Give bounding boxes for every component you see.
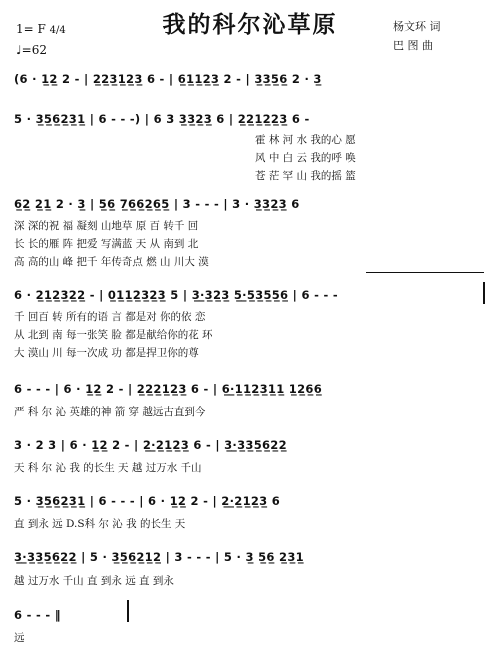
lyric-row-3-verse-2: 长 长的雁 阵 把爱 写满蓝 天 从 南到 北 xyxy=(14,238,199,250)
lyric-row-7: 直 到永 远 D.S科 尔 沁 我 的长生 天 xyxy=(14,518,186,530)
notation-row-1: (6 · 1̲2̲ 2 - | 2̲2̲3̲1̲2̲3̲ 6 - | 6̲1̲1̲2̲3̲ 2 - | 3̲3̲5̲6̲ 2 · 3̲ xyxy=(14,72,322,86)
notation-row-6: 3 · 2 3 | 6 · 1̲2̲ 2 - | 2̲·̲2̲1̲2̲3̲ 6 - | 3̲·̲3̲3̲5̲6̲2̲2̲ xyxy=(14,438,287,452)
notation-row-4: 6 · 2̲1̲2̲3̲2̲2̲ - | 0̲1̲1̲2̲3̲2̲3̲ 5 | 3̲·̲3̲2̲3̲ 5̲·̲5̲3̲5̲5̲6̲ | 6 - - - xyxy=(14,288,338,302)
lyric-row-3-verse-1: 深 深的祝 福 凝刻 山地草 原 百 转千 回 xyxy=(14,220,199,232)
tempo-mark: ♩=62 xyxy=(16,43,47,57)
lyric-row-8: 越 过万水 千山 直 到永 远 直 到永 xyxy=(14,575,174,587)
page-title: 我的科尔沁草原 xyxy=(162,11,338,38)
notation-row-8: 3̲·̲3̲3̲5̲6̲2̲2̲ | 5 · 3̲5̲6̲2̲1̲2̲ | 3 - - - | 5 · 3̲ 5̲6̲ 2̲3̲1̲ xyxy=(14,550,304,564)
notation-row-7: 5 · 3̲5̲6̲2̲3̲1̲ | 6 - - - | 6 · 1̲2̲ 2 - | 2̲·̲2̲1̲2̲3̲ 6 xyxy=(14,494,281,508)
lyric-row-6: 天 科 尔 沁 我 的长生 天 越 过万水 千山 xyxy=(14,462,202,474)
notation-row-5: 6 - - - | 6 · 1̲2̲ 2 - | 2̲2̲2̲1̲2̲3̲ 6 - | 6̲·̲1̲1̲2̲3̲1̲1̲ 1̲2̲6̲6̲ xyxy=(14,382,322,396)
lyric-row-5: 严 科 尔 沁 英雄的神 箭 穿 越远古直到今 xyxy=(14,406,206,418)
notation-row-9: 6 - - - ‖ xyxy=(14,608,61,622)
lyric-row-4-verse-1: 千 回百 转 所有的语 言 都是对 你的依 恋 xyxy=(14,311,206,323)
notation-row-2: 5 · 3̲5̲6̲2̲3̲1̲ | 6 - - -) | 6 3 3̲3̲2̲3̲ 6 | 2̲2̲1̲2̲2̲3̲ 6 - xyxy=(14,112,310,126)
key-signature xyxy=(16,22,66,36)
volta-bracket-2 xyxy=(366,272,484,273)
lyricist-credit: 杨文环 词 xyxy=(393,20,441,33)
lyric-row-2-verse-3: 苍 茫 罕 山 我的摇 篮 xyxy=(255,170,356,182)
lyric-row-9: 远 xyxy=(14,632,25,644)
lyric-row-2-verse-1: 霍 林 河 水 我的心 愿 xyxy=(255,134,356,146)
composer-credit: 巴 图 曲 xyxy=(393,39,433,52)
final-double-barline xyxy=(127,600,129,622)
end-barline xyxy=(483,282,485,304)
time-signature: 4/4 xyxy=(49,25,66,36)
lyric-row-2-verse-2: 风 中 白 云 我的呼 唤 xyxy=(255,152,356,164)
lyric-row-4-verse-3: 大 漠山 川 每一次成 功 都是捍卫你的尊 xyxy=(14,347,199,359)
notation-row-3: 6̲2̲ 2̲1̲ 2 · 3̲ | 5̲6̲ 7̲6̲6̲2̲6̲5̲ | 3 - - - | 3 · 3̲3̲2̲3̲ 6 xyxy=(14,197,300,211)
lyric-row-3-verse-3: 高 高的山 峰 把千 年传奇点 燃 山 川大 漠 xyxy=(14,256,209,268)
lyric-row-4-verse-2: 从 北到 南 每一张笑 脸 都是献给你的花 环 xyxy=(14,329,213,341)
key-label: 1= F xyxy=(16,22,46,36)
